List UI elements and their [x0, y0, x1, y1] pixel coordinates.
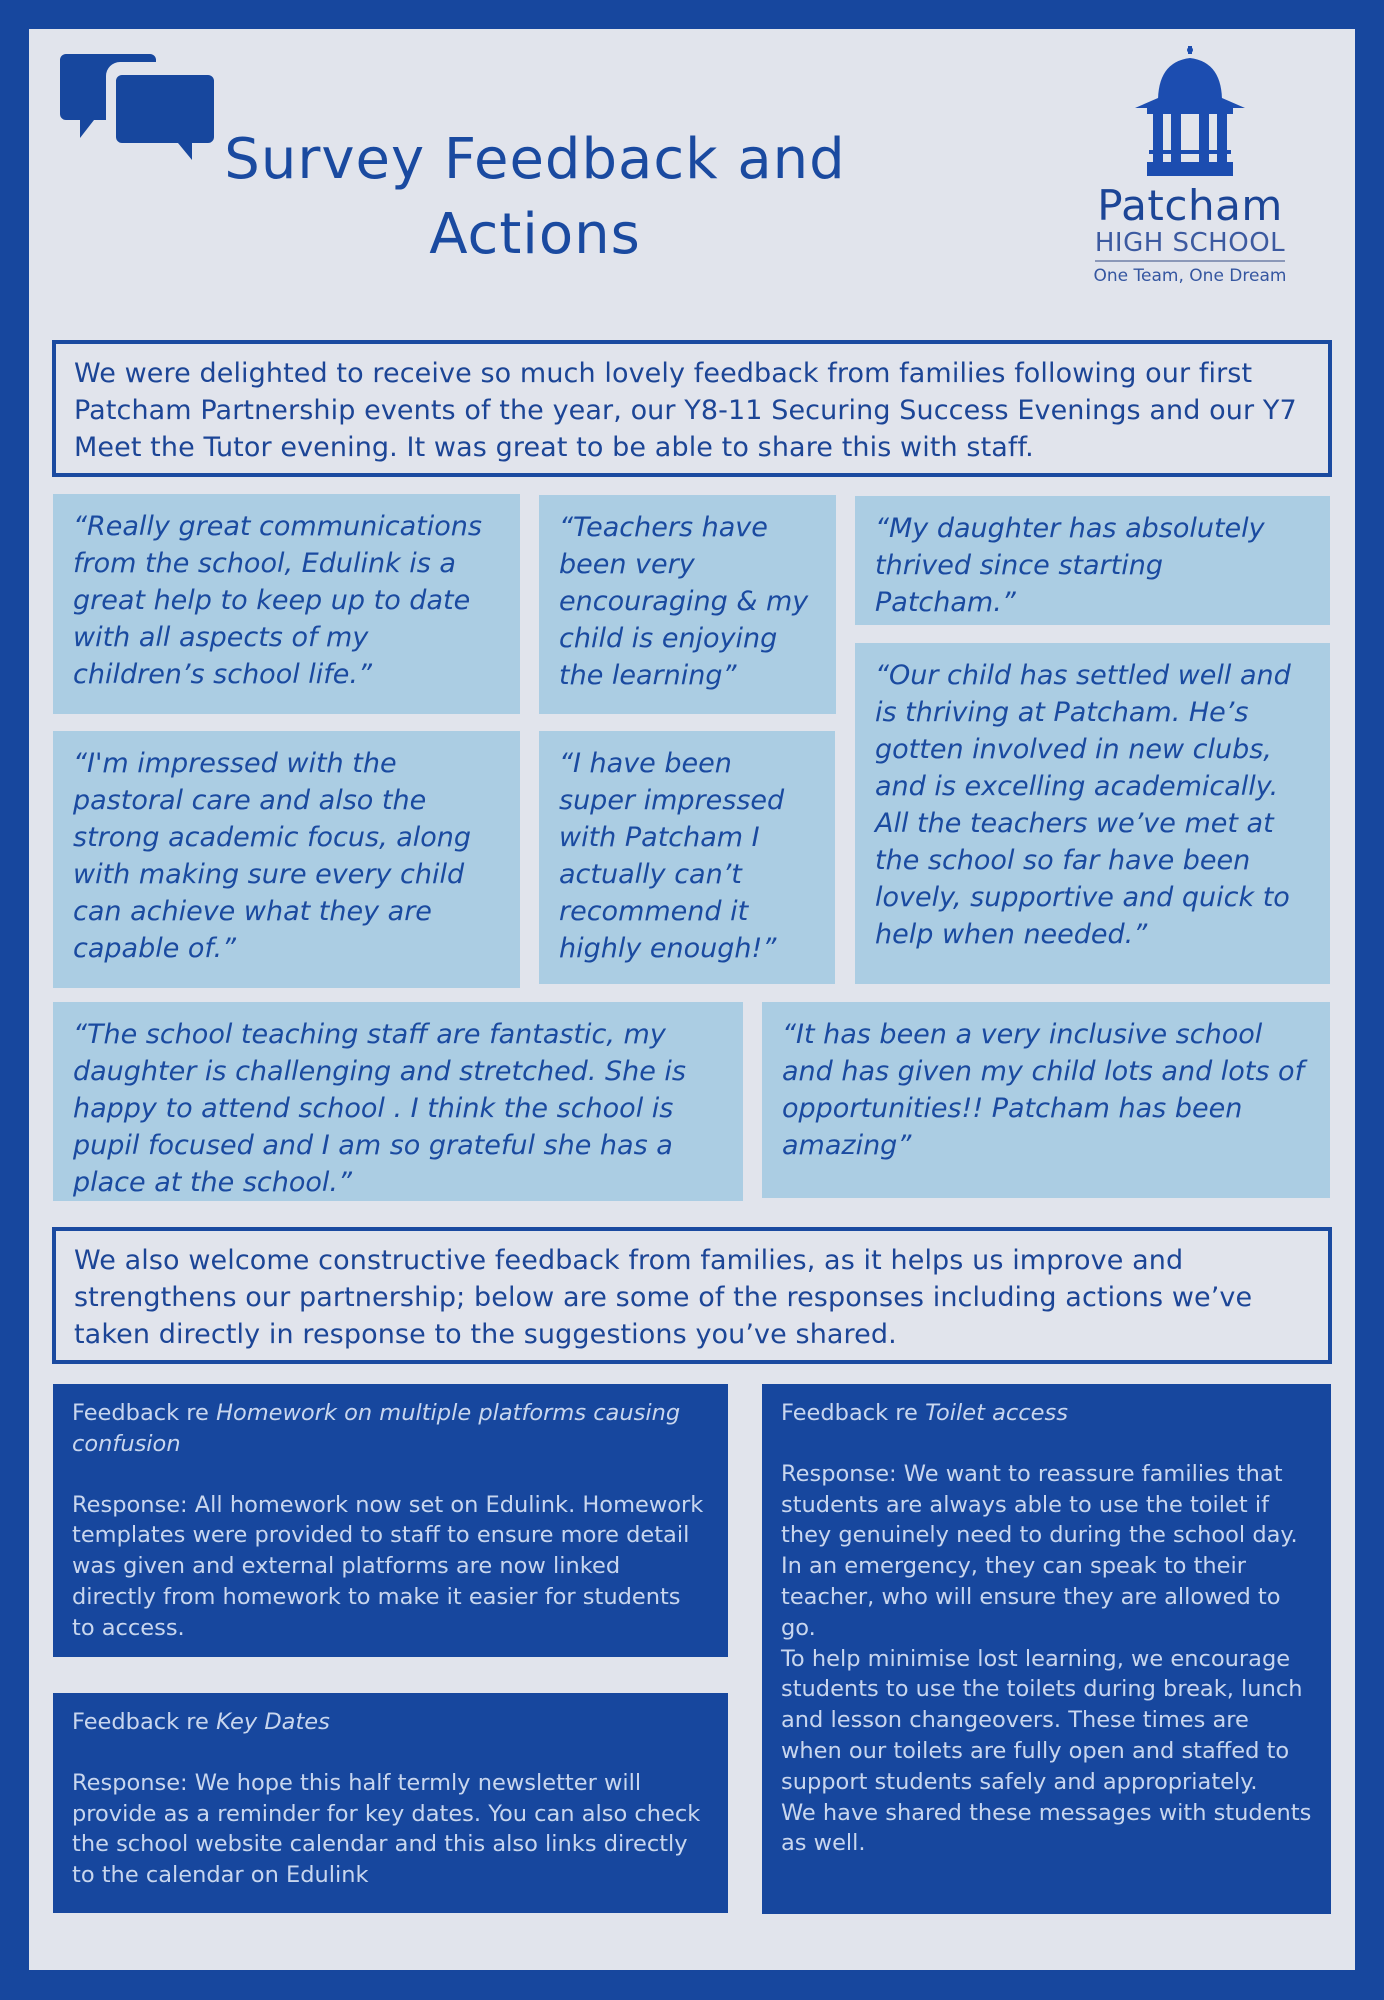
constructive-text: We also welcome constructive feedback from families, as it helps us improve and strengthens our partnership; below are some of the responses including actions we’ve taken directly in response to the suggestions you’ve shared.	[74, 1245, 1253, 1350]
action-response: Response: We want to reassure families that students are always able to use the toilet if they genuinely need to during the school day. In an emergency, they can speak to their teacher, who will ensure they are allowed to go.	[781, 1460, 1298, 1641]
quote-card	[762, 1002, 1330, 1198]
quote-card	[53, 1002, 743, 1201]
action-card-toilet-access	[762, 1384, 1331, 1914]
school-tagline: One Team, One Dream	[1093, 266, 1287, 286]
action-topic: Key Dates	[216, 1709, 330, 1735]
school-logo	[1070, 46, 1310, 296]
school-subtitle: HIGH SCHOOL	[1095, 228, 1285, 262]
quote-text: “Our child has settled well and is thriving at Patcham. He’s gotten involved in new clubs, and is excelling academically. All the teachers we’ve met at the school so far have been lovely, supportive and quick to help when needed.”	[875, 660, 1291, 950]
action-heading	[72, 1398, 709, 1460]
quote-card	[53, 494, 520, 714]
action-topic: Toilet access	[925, 1400, 1068, 1426]
action-card-key-dates	[53, 1693, 728, 1913]
action-response: We have shared these messages with students as well.	[781, 1799, 1312, 1857]
page-title-line-2: Actions	[429, 202, 641, 267]
quote-text: “Teachers have been very encouraging & my child is enjoying the learning”	[559, 512, 809, 691]
intro-text: We were delighted to receive so much lovely feedback from families following our first Patcham Partnership events of the year, our Y8-11 Securing Success Evenings and our Y7 Meet the Tutor evening. It was great to be able to share this with staff.	[74, 358, 1297, 463]
quote-card	[53, 731, 520, 988]
quote-text: “The school teaching staff are fantastic, my daughter is challenging and stretched. She is happy to attend school . I think the school is pupil focused and I am so grateful she has a place at the school.”	[73, 1019, 686, 1198]
quote-text: “I'm impressed with the pastoral care and also the strong academic focus, along with making sure every child can achieve what they are capable of.”	[73, 748, 472, 964]
action-heading-prefix: Feedback re	[781, 1400, 926, 1426]
action-heading-prefix: Feedback re	[72, 1709, 217, 1735]
action-response: Response: All homework now set on Edulink. Homework templates were provided to staff to ensure more detail was given and external platforms are now linked directly from homework to make it easier for students to access.	[72, 1491, 704, 1641]
quote-text: “I have been super impressed with Patcham I actually can’t recommend it highly enough!”	[559, 748, 785, 964]
intro-box	[52, 340, 1332, 477]
action-card-homework	[53, 1384, 728, 1657]
constructive-box	[52, 1227, 1332, 1364]
action-response: To help minimise lost learning, we encourage students to use the toilets during break, lunch and lesson changeovers. These times are when our toilets are fully open and staffed to support students safely and appropriately.	[781, 1645, 1303, 1795]
quote-text: “It has been a very inclusive school and has given my child lots and lots of opportunities!! Patcham has been amazing”	[782, 1019, 1305, 1161]
page-title	[190, 122, 880, 272]
action-response: Response: We hope this half termly newsletter will provide as a reminder for key dates. You can also check the school website calendar and this also links directly to the calendar on Edulink	[72, 1769, 701, 1889]
bandstand-icon	[1070, 46, 1310, 178]
quote-card	[855, 643, 1330, 984]
action-heading	[72, 1707, 709, 1738]
action-heading	[781, 1398, 1312, 1429]
quote-card	[539, 495, 836, 714]
quote-card	[855, 496, 1330, 625]
action-heading-prefix: Feedback re	[72, 1400, 217, 1426]
quote-text: “My daughter has absolutely thrived since starting Patcham.”	[875, 513, 1265, 618]
page-title-line-1: Survey Feedback and	[224, 127, 846, 192]
quote-text: “Really great communications from the school, Edulink is a great help to keep up to date with all aspects of my children’s school life.”	[73, 511, 482, 690]
action-topic: Homework on multiple platforms causing confusion	[72, 1400, 681, 1457]
school-name: Patcham	[1097, 181, 1283, 230]
quote-card	[539, 731, 835, 984]
